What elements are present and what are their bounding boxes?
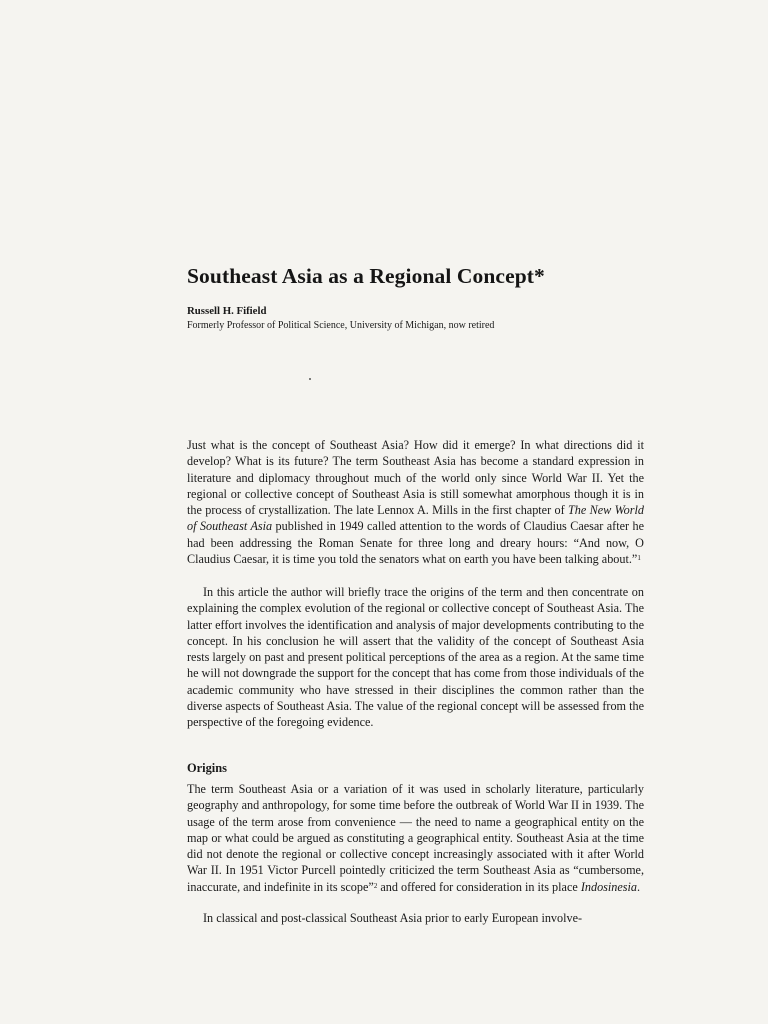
- book-title: The New World of Southeast Asia: [187, 503, 644, 534]
- scan-speck: [309, 378, 311, 380]
- footnote-ref-2: 2: [373, 881, 378, 890]
- origins-text-c: .: [637, 879, 641, 894]
- origins-text-a: The term Southeast Asia or a variation of it was used in scholarly literature, particularly geography and anthropology, for some time before the outbreak of World War II in 1939. The usage of the term arose from convenience — the need to name a geographical entity on the map or what could be argued as constituting a geographical entity. Southeast Asia at the time did not denote the regional or collective concept increasingly associated with it after World War II. In 1951 Victor Purcell pointedly criticized the term Southeast Asia as “cumbersome, inaccurate, and indefinite in its scope”: [187, 782, 644, 894]
- footnote-ref-1: 1: [637, 554, 641, 563]
- origins-text-b: and offered for consideration in its place: [377, 879, 581, 894]
- section-heading-origins: Origins: [187, 761, 227, 775]
- article-title: Southeast Asia as a Regional Concept*: [187, 264, 545, 288]
- origins-paragraph-1: [187, 781, 644, 895]
- intro-paragraph-1: [187, 437, 644, 567]
- origins-paragraph-2: In classical and post-classical Southeast Asia prior to early European involve-: [203, 911, 583, 925]
- author-affiliation: Formerly Professor of Political Science, University of Michigan, now retired: [187, 320, 495, 331]
- author-name: Russell H. Fifield: [187, 305, 267, 317]
- intro-text-b: published in 1949 called attention to the words of Claudius Caesar after he had been addressing the Roman Senate for three long and dreary hours: “And now, O Claudius Caesar, it is time you told the senators what on earth you have been talking about.”: [187, 519, 644, 567]
- intro-paragraph-2: In this article the author will briefly trace the origins of the term and then concentrate on explaining the complex evolution of the regional or collective concept of Southeast Asia. The latter effort involves the identification and analysis of major developments contributing to the concept. In his conclusion he will assert that the validity of the concept of Southeast Asia rests largely on past and present political perceptions of the area as a region. At the same time he will not downgrade the support for the concept that has come from those individuals of the academic community who have stressed in their disciplines the common rather than the diverse aspects of Southeast Asia. The value of the regional concept will be assessed from the perspective of the foregoing evidence.: [187, 585, 644, 730]
- proposed-term: Indosinesia: [580, 879, 638, 894]
- intro-text-a: Just what is the concept of Southeast Asia? How did it emerge? In what directions did it develop? What is its future? The term Southeast Asia has become a standard expression in literature and diplomacy throughout much of the world only since World War II. Yet the regional or collective concept of Southeast Asia is still somewhat amorphous though it is in the process of crystallization. The late Lennox A. Mills in the first chapter of: [187, 438, 644, 518]
